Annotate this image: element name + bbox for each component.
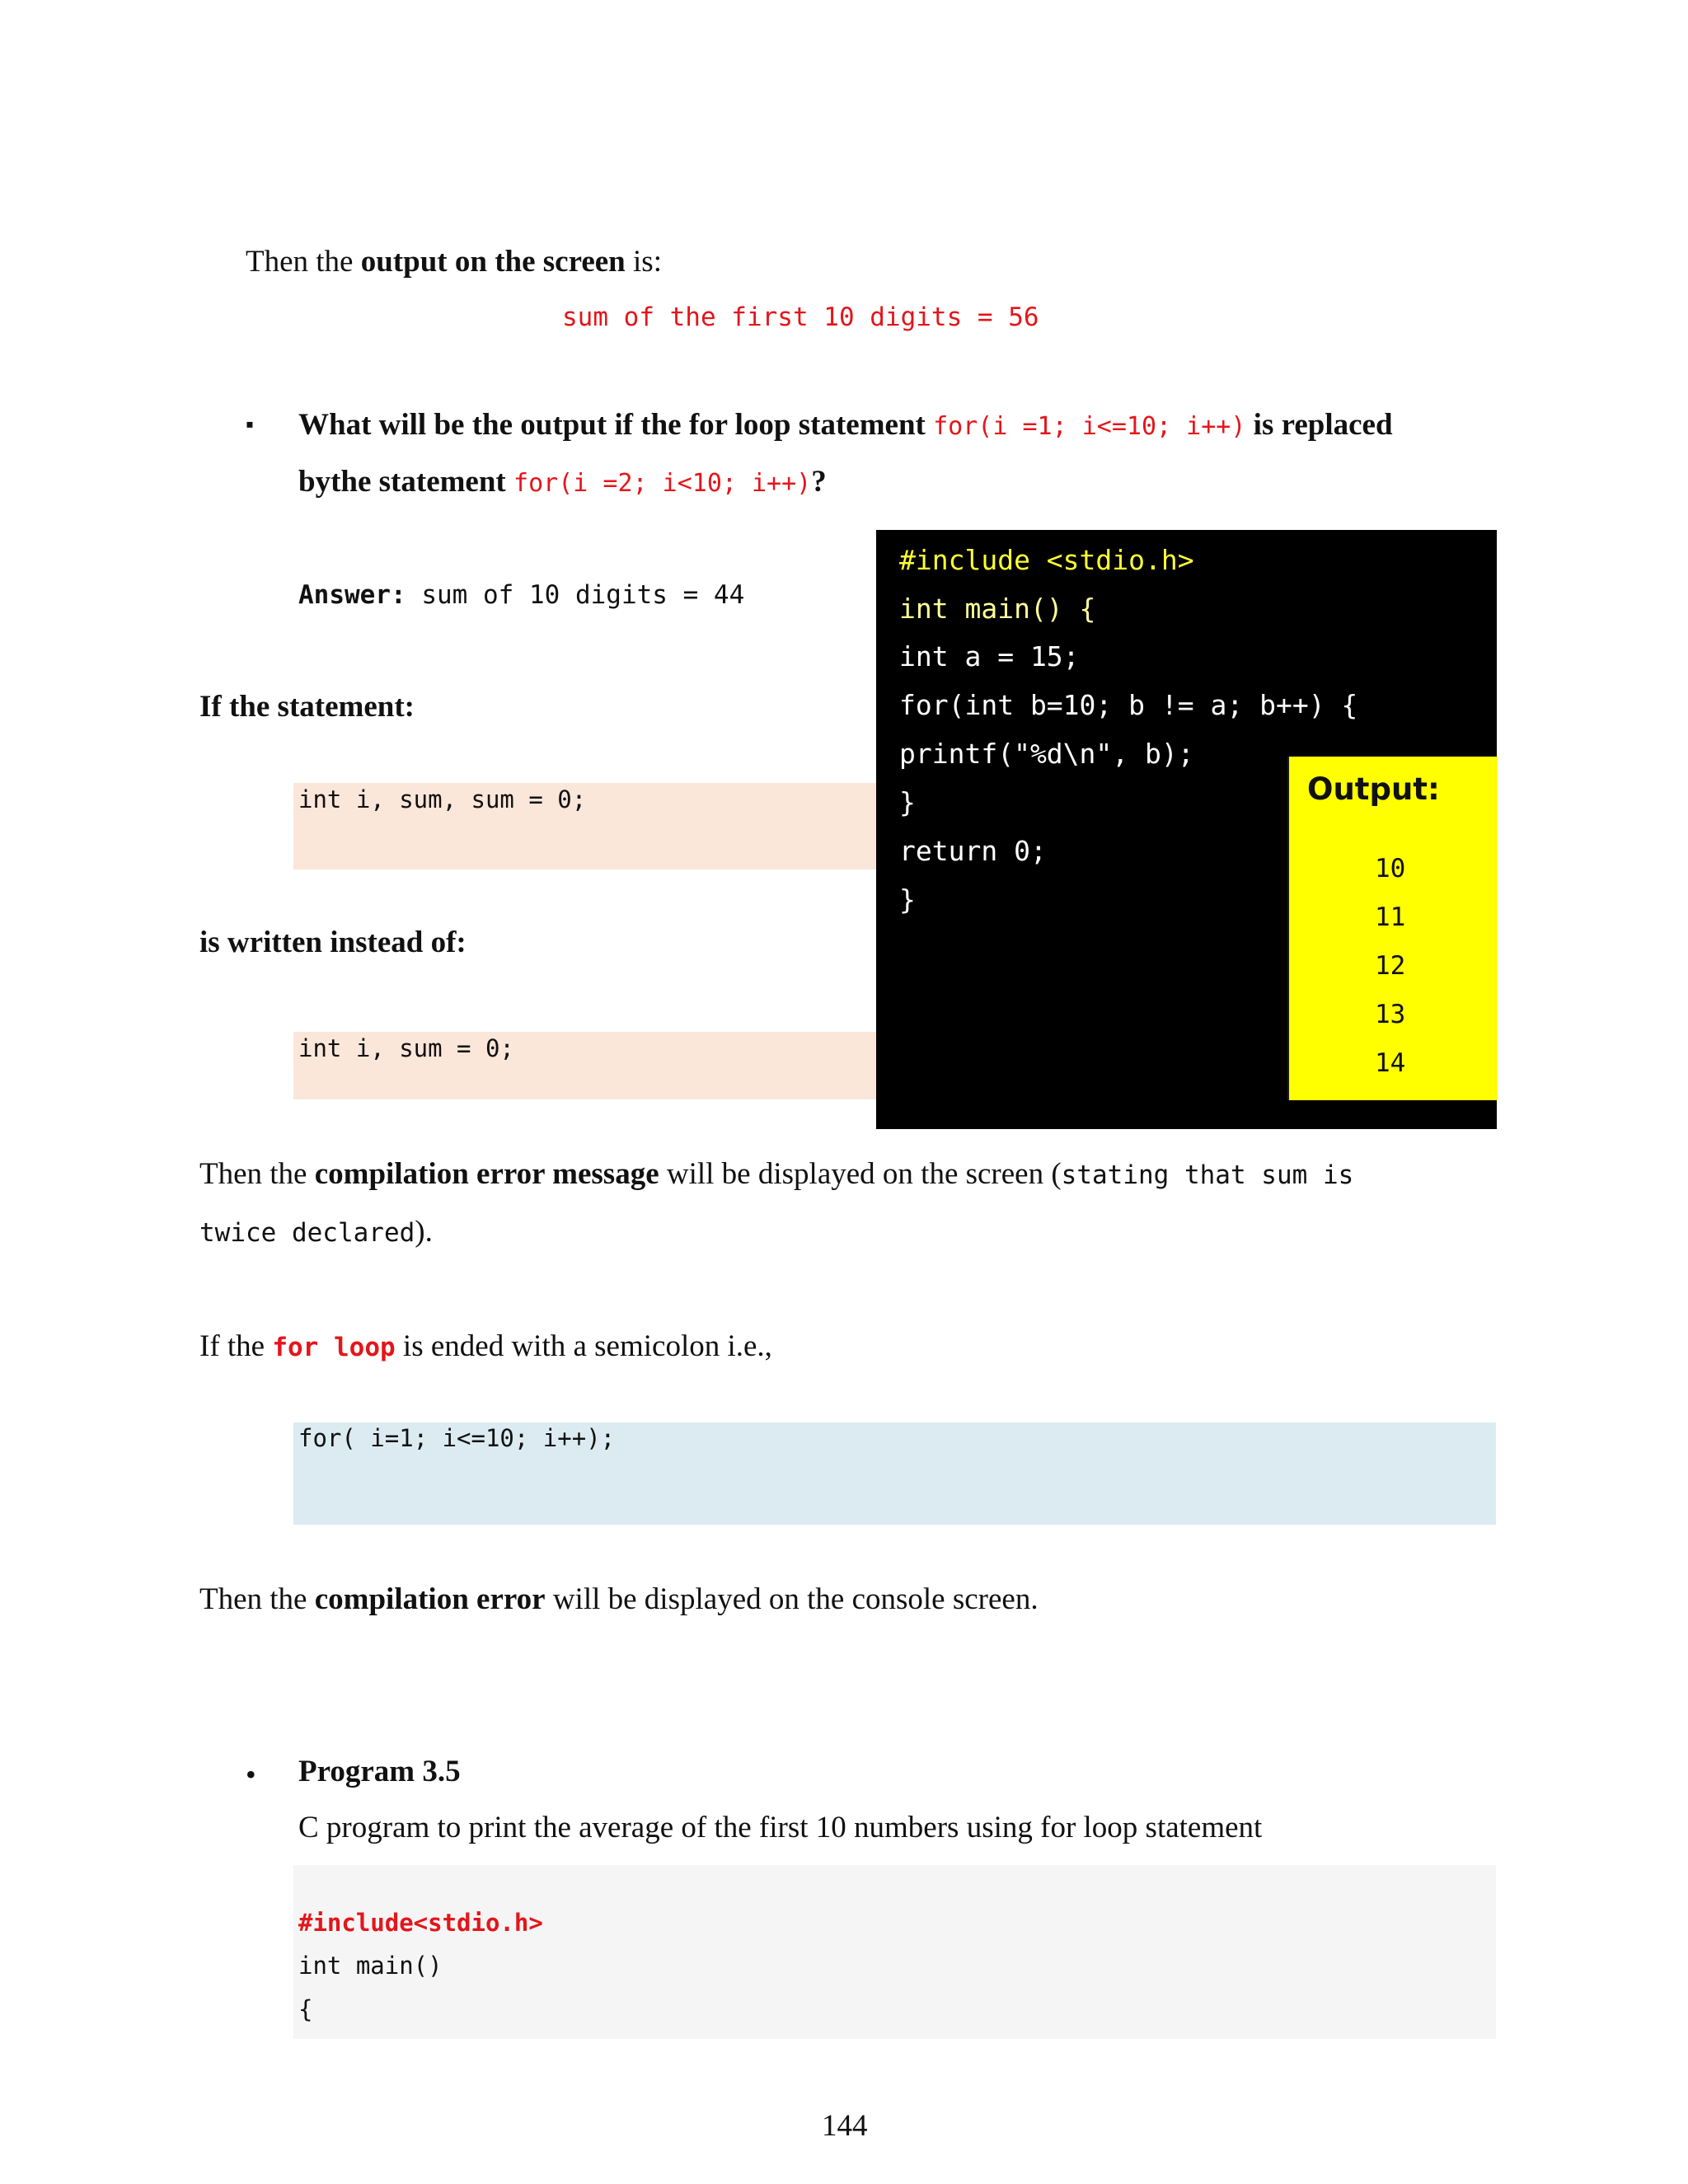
compile-msg-line-1 (199, 1156, 1353, 1192)
dark-code-line: #include <stdio.h> (899, 544, 1194, 576)
dark-code-line: int main() { (899, 593, 1096, 625)
program-code-main: int main() (298, 1952, 443, 1980)
compile-msg-bold: compilation error message (314, 1157, 659, 1191)
output-line: sum of the first 10 digits = 56 (562, 302, 1039, 332)
output-value: 13 (1375, 1000, 1406, 1029)
answer-text: sum of 10 digits = 44 (406, 580, 745, 610)
output-value: 12 (1375, 951, 1406, 981)
if-statement-heading: If the statement: (199, 690, 415, 724)
question-part2: is replaced (1245, 408, 1393, 442)
dark-code-line: printf("%d\n", b); (899, 738, 1194, 770)
program-code-block (293, 1865, 1496, 2039)
question-part1: What will be the output if the for loop statement (298, 408, 934, 442)
written-instead-heading: is written instead of: (199, 926, 467, 959)
dark-code-line: } (899, 786, 916, 818)
output-value: 11 (1375, 902, 1406, 932)
program-desc: C program to print the average of the first 10 numbers using for loop statement (298, 1811, 1263, 1844)
compile-err-bold: compilation error (314, 1582, 546, 1616)
intro-pre: Then the (246, 245, 361, 279)
compile-msg-code-a: stating that sum is (1061, 1160, 1354, 1190)
code-sum-twice: int i, sum, sum = 0; (298, 785, 587, 813)
compile-msg-close: ). (415, 1215, 433, 1249)
dark-code-line: for(int b=10; b != a; b++) { (899, 689, 1358, 721)
question-line-1 (298, 407, 1393, 443)
answer-label: Answer: (298, 580, 406, 610)
compile-err-post: will be displayed on the console screen. (545, 1582, 1039, 1616)
compile-msg-mid: will be displayed on the screen ( (659, 1157, 1062, 1191)
output-title: Output: (1307, 771, 1440, 807)
dark-code-line: return 0; (899, 835, 1047, 867)
for-loop-code: for loop (272, 1333, 396, 1362)
compile-msg-pre: Then the (199, 1157, 315, 1191)
for-loop-pre: If the (199, 1329, 273, 1363)
answer-line (298, 580, 744, 610)
for-loop-post: is ended with a semicolon i.e., (395, 1329, 772, 1363)
compile-err-pre: Then the (199, 1582, 315, 1616)
dark-code-line: int a = 15; (899, 640, 1080, 673)
question-code2: for(i =2; i<10; i++) (513, 469, 812, 498)
round-bullet: • (246, 1758, 256, 1791)
square-bullet: ▪ (246, 412, 254, 438)
program-code-brace: { (298, 1995, 313, 2023)
code-sum-once: int i, sum = 0; (298, 1034, 514, 1062)
intro-post: is: (625, 245, 662, 279)
program-code-include: #include<stdio.h> (298, 1909, 543, 1937)
intro-line (246, 244, 662, 279)
question-code1: for(i =1; i<=10; i++) (933, 412, 1246, 441)
compile-error-line (199, 1582, 1039, 1617)
output-value: 14 (1375, 1048, 1406, 1078)
program-title: Program 3.5 (298, 1755, 461, 1788)
page-number: 144 (822, 2109, 868, 2143)
compile-msg-code-b: twice declared (199, 1218, 415, 1248)
question-part4: ? (811, 465, 827, 499)
intro-bold: output on the screen (360, 245, 626, 279)
output-value: 10 (1375, 854, 1406, 883)
question-line-2 (298, 464, 827, 499)
question-part3: bythe statement (298, 465, 514, 499)
code-for-semicolon: for( i=1; i<=10; i++); (298, 1424, 616, 1452)
dark-code-line: } (899, 883, 916, 916)
compile-msg-line-2 (199, 1214, 433, 1249)
for-loop-semicolon-line (199, 1329, 772, 1364)
